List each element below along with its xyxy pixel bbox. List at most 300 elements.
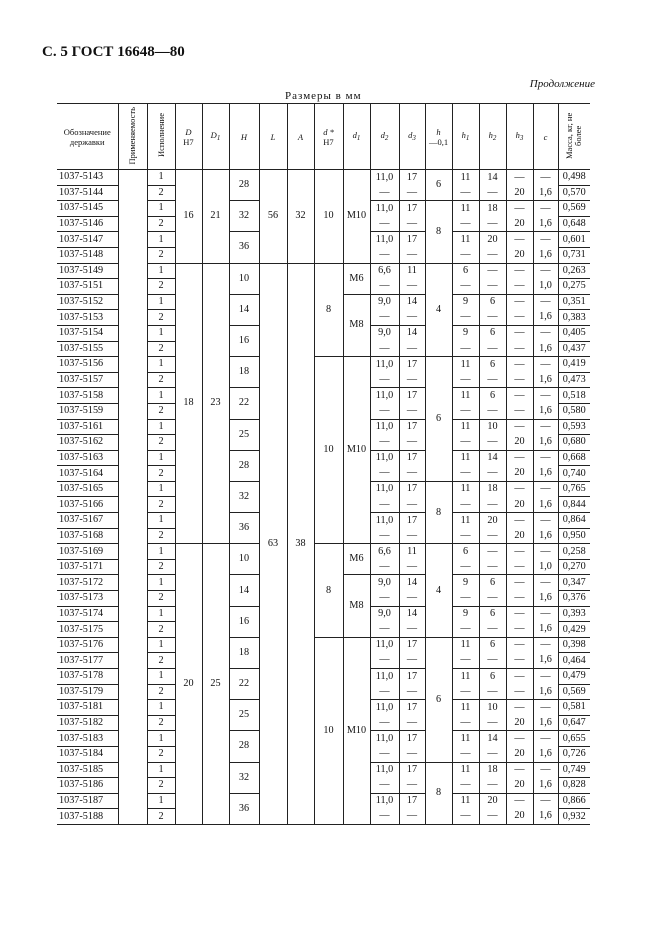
cell-m: 0,405 xyxy=(558,325,590,341)
cell-d1: M6 xyxy=(343,263,370,294)
cell-ver: 1 xyxy=(147,513,175,529)
cell-ver: 1 xyxy=(147,637,175,653)
cell-h1: 11 xyxy=(452,731,479,747)
cell-h: 4 xyxy=(425,544,452,638)
cell-d2: — xyxy=(370,746,399,762)
cell-m: 0,581 xyxy=(558,700,590,716)
cell-h2: — xyxy=(479,341,506,357)
cell-applicability xyxy=(118,606,147,622)
cell-d3: — xyxy=(399,622,425,638)
cell-h: 36 xyxy=(229,513,259,544)
cell-h3: — xyxy=(506,513,533,529)
table-row xyxy=(57,637,590,653)
cell-ver: 1 xyxy=(147,575,175,591)
cell-h2: 6 xyxy=(479,637,506,653)
cell-applicability xyxy=(118,232,147,248)
cell-d3: — xyxy=(399,403,425,419)
cell-h: 18 xyxy=(229,637,259,668)
cell-h3: — xyxy=(506,559,533,575)
cell-h1: 11 xyxy=(452,481,479,497)
header-c: c xyxy=(533,104,558,170)
cell-ver: 1 xyxy=(147,700,175,716)
cell-d: 10 xyxy=(314,170,343,264)
cell-ver: 2 xyxy=(147,497,175,513)
cell-d2: 11,0 xyxy=(370,388,399,404)
cell-d2: 11,0 xyxy=(370,762,399,778)
cell-h: 8 xyxy=(425,481,452,543)
cell-d2: 11,0 xyxy=(370,419,399,435)
cell-h3: 20 xyxy=(506,435,533,451)
cell-h3: — xyxy=(506,450,533,466)
cell-d3: 14 xyxy=(399,325,425,341)
cell-applicability xyxy=(118,653,147,669)
cell-m: 0,740 xyxy=(558,466,590,482)
cell-h3: — xyxy=(506,279,533,295)
cell-h3: — xyxy=(506,793,533,809)
cell-h1: — xyxy=(452,528,479,544)
cell-h1: — xyxy=(452,684,479,700)
cell-d1: M8 xyxy=(343,575,370,637)
cell-c: — xyxy=(533,419,558,435)
cell-h1: 11 xyxy=(452,388,479,404)
cell-d1: M8 xyxy=(343,294,370,356)
cell-d2: 9,0 xyxy=(370,575,399,591)
cell-d3: — xyxy=(399,653,425,669)
cell-h1: — xyxy=(452,466,479,482)
cell-c: 1,6 xyxy=(533,684,558,700)
cell-d2: 11,0 xyxy=(370,637,399,653)
cell-c: — xyxy=(533,731,558,747)
cell-des: 1037-5143 xyxy=(57,170,118,186)
cell-applicability xyxy=(118,216,147,232)
header-L: L xyxy=(259,104,287,170)
cell-c: 1,6 xyxy=(533,216,558,232)
cell-d1: M10 xyxy=(343,357,370,544)
cell-applicability xyxy=(118,481,147,497)
cell-h: 8 xyxy=(425,201,452,263)
cell-applicability xyxy=(118,684,147,700)
cell-h3: — xyxy=(506,591,533,607)
cell-applicability xyxy=(118,809,147,825)
cell-ver: 2 xyxy=(147,341,175,357)
cell-d1: 21 xyxy=(202,170,229,264)
header-mass: Масса, кг, не более xyxy=(558,104,590,170)
cell-h: 32 xyxy=(229,481,259,512)
cell-m: 0,498 xyxy=(558,170,590,186)
cell-h3: — xyxy=(506,372,533,388)
cell-applicability xyxy=(118,372,147,388)
cell-m: 0,347 xyxy=(558,575,590,591)
cell-des: 1037-5188 xyxy=(57,809,118,825)
cell-ver: 2 xyxy=(147,372,175,388)
cell-d2: — xyxy=(370,715,399,731)
cell-d2: 9,0 xyxy=(370,294,399,310)
cell-ver: 2 xyxy=(147,216,175,232)
cell-m: 0,429 xyxy=(558,622,590,638)
cell-h: 28 xyxy=(229,450,259,481)
cell-h3: 20 xyxy=(506,809,533,825)
header-D: D H7 xyxy=(175,104,202,170)
cell-d2: — xyxy=(370,559,399,575)
cell-d2: — xyxy=(370,809,399,825)
cell-h3: 20 xyxy=(506,746,533,762)
cell-c: 1,0 xyxy=(533,279,558,295)
cell-ver: 1 xyxy=(147,669,175,685)
cell-d2: 11,0 xyxy=(370,450,399,466)
cell-d2: 11,0 xyxy=(370,232,399,248)
cell-d2: 11,0 xyxy=(370,481,399,497)
cell-h2: — xyxy=(479,544,506,560)
cell-h2: 6 xyxy=(479,669,506,685)
cell-h: 8 xyxy=(425,762,452,824)
cell-h: 4 xyxy=(425,263,452,357)
cell-c: 1,6 xyxy=(533,403,558,419)
cell-c: 1,6 xyxy=(533,715,558,731)
cell-h1: — xyxy=(452,403,479,419)
cell-d: 8 xyxy=(314,544,343,638)
cell-c: — xyxy=(533,450,558,466)
cell-h1: 9 xyxy=(452,575,479,591)
cell-h2: 6 xyxy=(479,294,506,310)
cell-h: 36 xyxy=(229,232,259,263)
cell-des: 1037-5159 xyxy=(57,403,118,419)
cell-m: 0,680 xyxy=(558,435,590,451)
cell-d3: — xyxy=(399,310,425,326)
cell-h: 25 xyxy=(229,419,259,450)
cell-m: 0,569 xyxy=(558,684,590,700)
cell-h1: — xyxy=(452,559,479,575)
cell-h2: — xyxy=(479,216,506,232)
cell-h: 10 xyxy=(229,544,259,575)
cell-h2: 20 xyxy=(479,793,506,809)
cell-d2: — xyxy=(370,216,399,232)
cell-m: 0,668 xyxy=(558,450,590,466)
cell-h3: — xyxy=(506,762,533,778)
cell-ver: 1 xyxy=(147,232,175,248)
cell-d3: — xyxy=(399,528,425,544)
cell-ver: 1 xyxy=(147,731,175,747)
cell-d3: 14 xyxy=(399,606,425,622)
cell-d: 10 xyxy=(314,637,343,824)
cell-m: 0,263 xyxy=(558,263,590,279)
cell-m: 0,473 xyxy=(558,372,590,388)
cell-ver: 2 xyxy=(147,653,175,669)
cell-applicability xyxy=(118,669,147,685)
cell-d3: 17 xyxy=(399,513,425,529)
cell-d3: — xyxy=(399,715,425,731)
cell-applicability xyxy=(118,435,147,451)
table-row xyxy=(57,263,590,279)
cell-h3: — xyxy=(506,684,533,700)
cell-d: 18 xyxy=(175,263,202,544)
cell-d2: — xyxy=(370,528,399,544)
cell-ver: 1 xyxy=(147,325,175,341)
cell-applicability xyxy=(118,341,147,357)
cell-h2: — xyxy=(479,622,506,638)
cell-h2: — xyxy=(479,684,506,700)
cell-h2: 10 xyxy=(479,419,506,435)
cell-h2: — xyxy=(479,809,506,825)
cell-d2: 11,0 xyxy=(370,793,399,809)
cell-d3: 17 xyxy=(399,481,425,497)
cell-d3: — xyxy=(399,216,425,232)
cell-d: 20 xyxy=(175,544,202,825)
cell-des: 1037-5185 xyxy=(57,762,118,778)
cell-d2: — xyxy=(370,185,399,201)
cell-ver: 2 xyxy=(147,279,175,295)
cell-des: 1037-5182 xyxy=(57,715,118,731)
cell-ver: 2 xyxy=(147,403,175,419)
cell-l: 63 xyxy=(259,263,287,824)
cell-h2: — xyxy=(479,247,506,263)
cell-h1: 11 xyxy=(452,419,479,435)
cell-h1: — xyxy=(452,216,479,232)
cell-d3: — xyxy=(399,591,425,607)
cell-h1: 6 xyxy=(452,544,479,560)
cell-c: 1,6 xyxy=(533,622,558,638)
cell-d3: — xyxy=(399,809,425,825)
cell-h2: 18 xyxy=(479,762,506,778)
cell-c: — xyxy=(533,357,558,373)
cell-des: 1037-5147 xyxy=(57,232,118,248)
cell-applicability xyxy=(118,294,147,310)
cell-h: 14 xyxy=(229,294,259,325)
cell-h2: 10 xyxy=(479,700,506,716)
cell-m: 0,749 xyxy=(558,762,590,778)
cell-m: 0,419 xyxy=(558,357,590,373)
cell-applicability xyxy=(118,450,147,466)
cell-d3: 17 xyxy=(399,700,425,716)
cell-h: 14 xyxy=(229,575,259,606)
cell-ver: 2 xyxy=(147,591,175,607)
cell-d2: — xyxy=(370,466,399,482)
cell-d1: M10 xyxy=(343,637,370,824)
header-h2: $h_2$ xyxy=(479,104,506,170)
cell-d3: 14 xyxy=(399,294,425,310)
cell-h: 36 xyxy=(229,793,259,824)
cell-h1: 6 xyxy=(452,263,479,279)
cell-d2: 11,0 xyxy=(370,731,399,747)
cell-m: 0,648 xyxy=(558,216,590,232)
cell-h: 32 xyxy=(229,762,259,793)
cell-h2: — xyxy=(479,528,506,544)
cell-a: 32 xyxy=(287,170,314,264)
cell-h1: 11 xyxy=(452,201,479,217)
cell-m: 0,437 xyxy=(558,341,590,357)
cell-h2: 18 xyxy=(479,481,506,497)
cell-ver: 1 xyxy=(147,481,175,497)
cell-h2: — xyxy=(479,279,506,295)
cell-h1: 11 xyxy=(452,700,479,716)
cell-applicability xyxy=(118,637,147,653)
cell-d2: — xyxy=(370,622,399,638)
cell-h: 18 xyxy=(229,357,259,388)
cell-h1: — xyxy=(452,247,479,263)
cell-d1: 25 xyxy=(202,544,229,825)
cell-ver: 2 xyxy=(147,778,175,794)
cell-d1: 23 xyxy=(202,263,229,544)
cell-h1: 11 xyxy=(452,232,479,248)
cell-m: 0,464 xyxy=(558,653,590,669)
cell-applicability xyxy=(118,497,147,513)
header-h3: $h_3$ xyxy=(506,104,533,170)
cell-h3: — xyxy=(506,263,533,279)
cell-applicability xyxy=(118,263,147,279)
cell-des: 1037-5179 xyxy=(57,684,118,700)
cell-des: 1037-5178 xyxy=(57,669,118,685)
cell-c: 1,6 xyxy=(533,778,558,794)
cell-d3: — xyxy=(399,746,425,762)
cell-applicability xyxy=(118,419,147,435)
cell-d2: 11,0 xyxy=(370,170,399,186)
cell-des: 1037-5176 xyxy=(57,637,118,653)
cell-ver: 1 xyxy=(147,606,175,622)
cell-h2: 6 xyxy=(479,325,506,341)
cell-ver: 1 xyxy=(147,170,175,186)
cell-h3: — xyxy=(506,294,533,310)
cell-ver: 2 xyxy=(147,809,175,825)
cell-applicability xyxy=(118,575,147,591)
cell-h3: — xyxy=(506,544,533,560)
cell-d3: — xyxy=(399,684,425,700)
cell-d: 16 xyxy=(175,170,202,264)
cell-m: 0,864 xyxy=(558,513,590,529)
cell-h1: — xyxy=(452,809,479,825)
cell-des: 1037-5164 xyxy=(57,466,118,482)
cell-des: 1037-5158 xyxy=(57,388,118,404)
cell-ver: 2 xyxy=(147,622,175,638)
cell-c: 1,6 xyxy=(533,185,558,201)
cell-h3: — xyxy=(506,669,533,685)
cell-d3: 17 xyxy=(399,669,425,685)
cell-des: 1037-5172 xyxy=(57,575,118,591)
cell-d2: 9,0 xyxy=(370,325,399,341)
cell-d2: 11,0 xyxy=(370,201,399,217)
header-d3: $d_3$ xyxy=(399,104,425,170)
cell-d2: 11,0 xyxy=(370,700,399,716)
cell-h2: 14 xyxy=(479,731,506,747)
cell-des: 1037-5169 xyxy=(57,544,118,560)
cell-c: — xyxy=(533,762,558,778)
cell-h3: 20 xyxy=(506,466,533,482)
cell-d: 8 xyxy=(314,263,343,357)
cell-h2: — xyxy=(479,466,506,482)
cell-m: 0,270 xyxy=(558,559,590,575)
cell-h3: — xyxy=(506,325,533,341)
cell-applicability xyxy=(118,559,147,575)
header-designation: Обозначение державки xyxy=(57,104,118,170)
cell-ver: 1 xyxy=(147,388,175,404)
cell-c: 1,6 xyxy=(533,247,558,263)
cell-h3: — xyxy=(506,341,533,357)
cell-m: 0,398 xyxy=(558,637,590,653)
cell-d3: 11 xyxy=(399,544,425,560)
cell-d2: — xyxy=(370,247,399,263)
cell-m: 0,932 xyxy=(558,809,590,825)
cell-l: 56 xyxy=(259,170,287,264)
cell-m: 0,950 xyxy=(558,528,590,544)
cell-d3: — xyxy=(399,559,425,575)
cell-h3: — xyxy=(506,653,533,669)
cell-d3: — xyxy=(399,247,425,263)
cell-d2: — xyxy=(370,279,399,295)
cell-ver: 1 xyxy=(147,762,175,778)
cell-d2: 11,0 xyxy=(370,513,399,529)
cell-ver: 2 xyxy=(147,559,175,575)
cell-d3: — xyxy=(399,372,425,388)
cell-d2: — xyxy=(370,435,399,451)
cell-m: 0,275 xyxy=(558,279,590,295)
continuation-label: Продолжение xyxy=(529,78,595,90)
cell-h: 6 xyxy=(425,637,452,762)
cell-h1: — xyxy=(452,622,479,638)
cell-des: 1037-5181 xyxy=(57,700,118,716)
cell-applicability xyxy=(118,185,147,201)
cell-h1: — xyxy=(452,279,479,295)
cell-h1: 9 xyxy=(452,606,479,622)
cell-m: 0,647 xyxy=(558,715,590,731)
cell-h1: — xyxy=(452,778,479,794)
cell-h2: 20 xyxy=(479,232,506,248)
cell-des: 1037-5175 xyxy=(57,622,118,638)
cell-c: — xyxy=(533,513,558,529)
cell-d3: 17 xyxy=(399,357,425,373)
cell-m: 0,580 xyxy=(558,403,590,419)
cell-d2: 6,6 xyxy=(370,263,399,279)
cell-h3: — xyxy=(506,419,533,435)
cell-applicability xyxy=(118,700,147,716)
cell-c: 1,6 xyxy=(533,809,558,825)
cell-d2: — xyxy=(370,310,399,326)
header-h1: $h_1$ xyxy=(452,104,479,170)
cell-h3: — xyxy=(506,232,533,248)
cell-ver: 2 xyxy=(147,684,175,700)
cell-d3: — xyxy=(399,341,425,357)
cell-h1: — xyxy=(452,435,479,451)
cell-h3: 20 xyxy=(506,497,533,513)
cell-h2: — xyxy=(479,310,506,326)
cell-des: 1037-5173 xyxy=(57,591,118,607)
cell-h: 32 xyxy=(229,201,259,232)
cell-des: 1037-5161 xyxy=(57,419,118,435)
cell-h1: 11 xyxy=(452,793,479,809)
cell-c: 1,6 xyxy=(533,466,558,482)
cell-h1: — xyxy=(452,591,479,607)
cell-applicability xyxy=(118,746,147,762)
cell-des: 1037-5177 xyxy=(57,653,118,669)
cell-ver: 2 xyxy=(147,528,175,544)
cell-h3: — xyxy=(506,481,533,497)
cell-d1: M6 xyxy=(343,544,370,575)
cell-applicability xyxy=(118,170,147,186)
cell-m: 0,570 xyxy=(558,185,590,201)
cell-m: 0,828 xyxy=(558,778,590,794)
cell-d2: — xyxy=(370,341,399,357)
cell-c: — xyxy=(533,201,558,217)
cell-h1: 11 xyxy=(452,637,479,653)
cell-des: 1037-5144 xyxy=(57,185,118,201)
cell-h2: 6 xyxy=(479,388,506,404)
cell-h: 28 xyxy=(229,170,259,201)
cell-ver: 2 xyxy=(147,435,175,451)
cell-c: 1,6 xyxy=(533,497,558,513)
header-version: Исполнение xyxy=(147,104,175,170)
cell-des: 1037-5145 xyxy=(57,201,118,217)
header-A: A xyxy=(287,104,314,170)
cell-des: 1037-5152 xyxy=(57,294,118,310)
cell-applicability xyxy=(118,544,147,560)
cell-c: — xyxy=(533,700,558,716)
